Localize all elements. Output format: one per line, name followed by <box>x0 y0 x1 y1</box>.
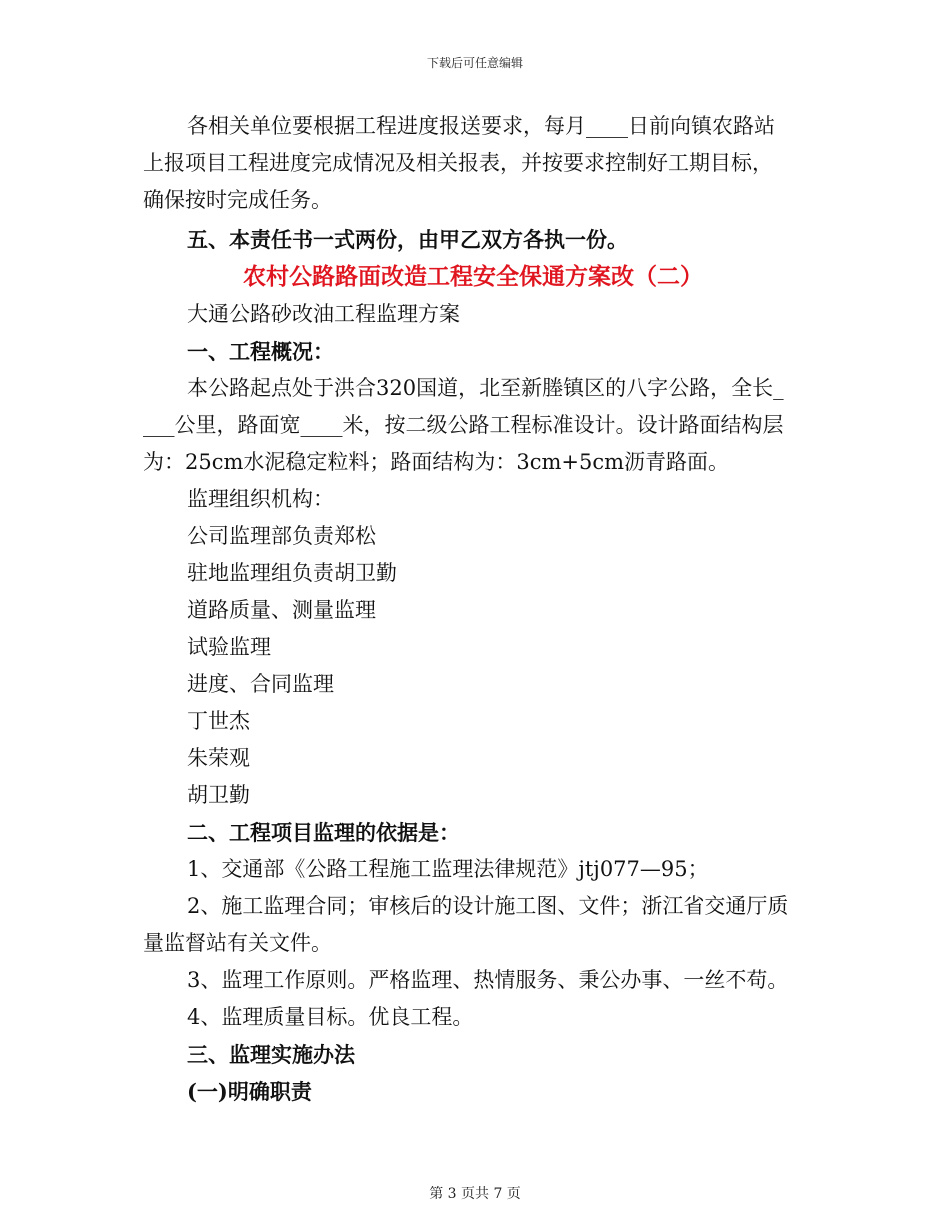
paragraph: 监理组织机构： <box>187 487 334 511</box>
page-header: 下载后可任意编辑 <box>426 56 523 70</box>
section-heading: 三、监理实施办法 <box>187 1042 355 1067</box>
section-heading: (一)明确职责 <box>187 1079 312 1104</box>
section-heading: 二、工程项目监理的依据是： <box>187 820 460 845</box>
paragraph: ___公里，路面宽____米，按二级公路工程标准设计。设计路面结构层 <box>143 413 784 437</box>
list-item: 试验监理 <box>187 635 271 659</box>
list-item: 朱荣观 <box>187 746 250 770</box>
paragraph: 量监督站有关文件。 <box>143 931 332 955</box>
list-item: 胡卫勤 <box>187 783 250 807</box>
subtitle: 大通公路砂改油工程监理方案 <box>187 302 460 326</box>
list-item: 2、施工监理合同；审核后的设计施工图、文件；浙江省交通厅质 <box>187 894 789 918</box>
document-title: 农村公路路面改造工程安全保通方案改（二） <box>243 263 703 290</box>
paragraph: 为：25cm水泥稳定粒料；路面结构为：3cm+5cm沥青路面。 <box>143 450 730 474</box>
paragraph: 本公路起点处于洪合320国道，北至新塍镇区的八字公路，全长_ <box>187 376 784 400</box>
list-item: 进度、合同监理 <box>187 672 334 696</box>
list-item: 4、监理质量目标。优良工程。 <box>187 1005 474 1029</box>
list-item: 3、监理工作原则。严格监理、热情服务、秉公办事、一丝不苟。 <box>187 968 789 992</box>
section-heading: 五、本责任书一式两份，由甲乙双方各执一份。 <box>187 227 628 252</box>
paragraph: 各相关单位要根据工程进度报送要求，每月____日前向镇农路站 <box>187 114 775 138</box>
page-footer: 第 3 页共 7 页 <box>429 1186 521 1202</box>
section-heading: 一、工程概况： <box>187 339 334 364</box>
document-body <box>143 108 803 1110</box>
list-item: 1、交通部《公路工程施工监理法律规范》jtj077—95； <box>187 857 709 881</box>
list-item: 驻地监理组负责胡卫勤 <box>187 561 397 585</box>
list-item: 丁世杰 <box>187 709 250 733</box>
list-item: 公司监理部负责郑松 <box>187 524 376 548</box>
paragraph: 确保按时完成任务。 <box>143 188 332 212</box>
paragraph: 上报项目工程进度完成情况及相关报表，并按要求控制好工期目标， <box>143 151 773 175</box>
list-item: 道路质量、测量监理 <box>187 598 376 622</box>
